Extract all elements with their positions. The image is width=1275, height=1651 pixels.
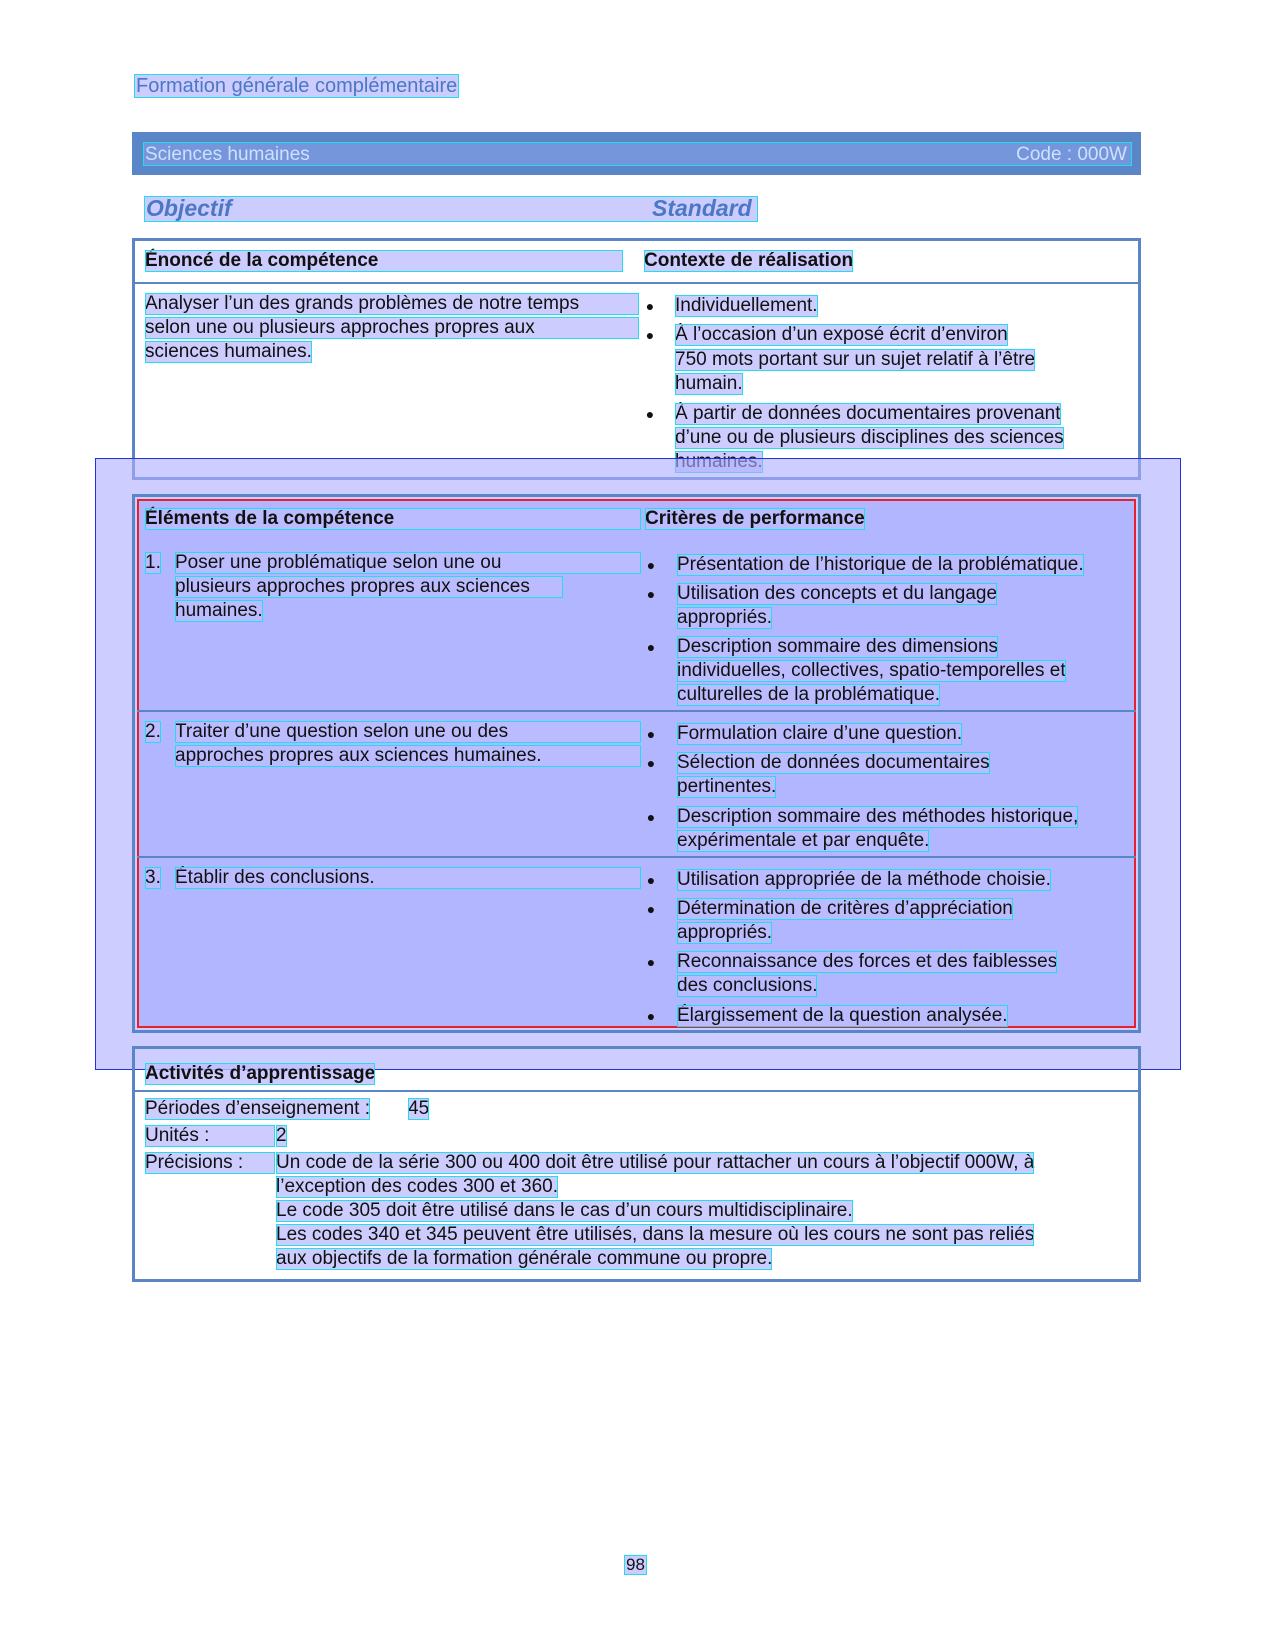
element-line: plusieurs approches propres aux sciences [175, 576, 563, 598]
criterion-line: appropriés. [677, 607, 773, 628]
bullet-icon: ● [645, 298, 655, 314]
element-number: 2. [145, 721, 161, 742]
criterion-line: Sélection de données documentaires [677, 752, 990, 773]
element-number: 1. [145, 552, 161, 573]
element-line: humaines. [175, 600, 263, 621]
criterion-line: Description sommaire des méthodes historique, [677, 806, 1079, 827]
bullet-icon: ● [646, 755, 656, 771]
criterion-line: Élargissement de la question analysée. [677, 1005, 1008, 1026]
document-header: Formation générale complémentaire [136, 75, 458, 97]
criterion-line: culturelles de la problématique. [677, 684, 940, 705]
precisions-label: Précisions : [145, 1152, 275, 1174]
criterion-line: Description sommaire des dimensions [677, 636, 999, 657]
criterion-line: des conclusions. [677, 975, 818, 996]
criterion-line: Utilisation des concepts et du langage [677, 583, 998, 604]
bullet-icon: ● [646, 639, 656, 655]
precisions-line: l’exception des codes 300 et 360. [276, 1176, 559, 1197]
criterion-line: individuelles, collectives, spatio-temporelles et [677, 660, 1066, 681]
element-line: Traiter d’une question selon une ou des [175, 721, 641, 743]
statement-line: sciences humaines. [145, 341, 312, 362]
bullet-icon: ● [646, 809, 656, 825]
context-line: Individuellement. [675, 295, 818, 316]
periods-value: 45 [408, 1098, 430, 1119]
precisions-line: Les codes 340 et 345 peuvent être utilisés, dans la mesure où les cours ne sont pas reliés [276, 1224, 1035, 1245]
activities-header: Activités d’apprentissage [145, 1063, 376, 1084]
element-number: 3. [145, 867, 161, 888]
bullet-icon: ● [646, 872, 656, 888]
statement-header: Énoncé de la compétence [145, 250, 623, 272]
activities-box-divider [135, 1090, 1138, 1092]
criterion-line: pertinentes. [677, 776, 777, 797]
units-label: Unités : [145, 1125, 275, 1147]
criterion-line: Détermination de critères d’appréciation [677, 898, 1013, 919]
objective-label: Objectif [146, 195, 232, 221]
bullet-icon: ● [646, 726, 656, 742]
precisions-line: Un code de la série 300 ou 400 doit être utilisé pour rattacher un cours à l’objectif 000W, à [276, 1152, 1035, 1173]
element-line: Établir des conclusions. [175, 867, 641, 889]
context-line: 750 mots portant sur un sujet relatif à l’être [675, 349, 1036, 370]
context-line: d’une ou de plusieurs disciplines des sciences [675, 427, 1064, 448]
context-header: Contexte de réalisation [644, 250, 854, 271]
periods-label: Périodes d’enseignement : [145, 1098, 370, 1119]
statement-line: Analyser l’un des grands problèmes de notre temps [145, 293, 639, 315]
criterion-line: Reconnaissance des forces et des faiblesses [677, 951, 1058, 972]
context-line: À l’occasion d’un exposé écrit d’environ [675, 324, 1008, 345]
precisions-line: aux objectifs de la formation générale commune ou propre. [276, 1248, 773, 1269]
criterion-line: Formulation claire d’une question. [677, 723, 963, 744]
context-line: À partir de données documentaires provenant [675, 403, 1061, 424]
units-value: 2 [276, 1125, 287, 1146]
bullet-icon: ● [646, 1008, 656, 1024]
bullet-icon: ● [646, 557, 656, 573]
context-line: humain. [675, 373, 743, 394]
criterion-line: Présentation de l’historique de la problématique. [677, 554, 1084, 575]
criterion-line: Utilisation appropriée de la méthode choisie. [677, 869, 1051, 890]
elements-header: Éléments de la compétence [145, 508, 641, 530]
section-title: Sciences humaines [145, 144, 310, 165]
bullet-icon: ● [646, 901, 656, 917]
competence-box-divider [135, 282, 1138, 284]
criteria-header: Critères de performance [645, 508, 865, 529]
row-divider [137, 710, 1136, 712]
row-divider [137, 856, 1136, 858]
bullet-icon: ● [645, 406, 655, 422]
statement-line: selon une ou plusieurs approches propres aux [145, 317, 639, 339]
element-line: Poser une problématique selon une ou [175, 552, 641, 574]
bullet-icon: ● [646, 954, 656, 970]
bullet-icon: ● [645, 327, 655, 343]
bullet-icon: ● [646, 586, 656, 602]
standard-label: Standard [652, 195, 752, 221]
criterion-line: expérimentale et par enquête. [677, 830, 930, 851]
element-line: approches propres aux sciences humaines. [175, 745, 641, 767]
precisions-line: Le code 305 doit être utilisé dans le cas d’un cours multidisciplinaire. [276, 1200, 853, 1221]
criterion-line: appropriés. [677, 922, 773, 943]
section-code: Code : 000W [1016, 144, 1127, 165]
page-number: 98 [626, 1555, 645, 1574]
